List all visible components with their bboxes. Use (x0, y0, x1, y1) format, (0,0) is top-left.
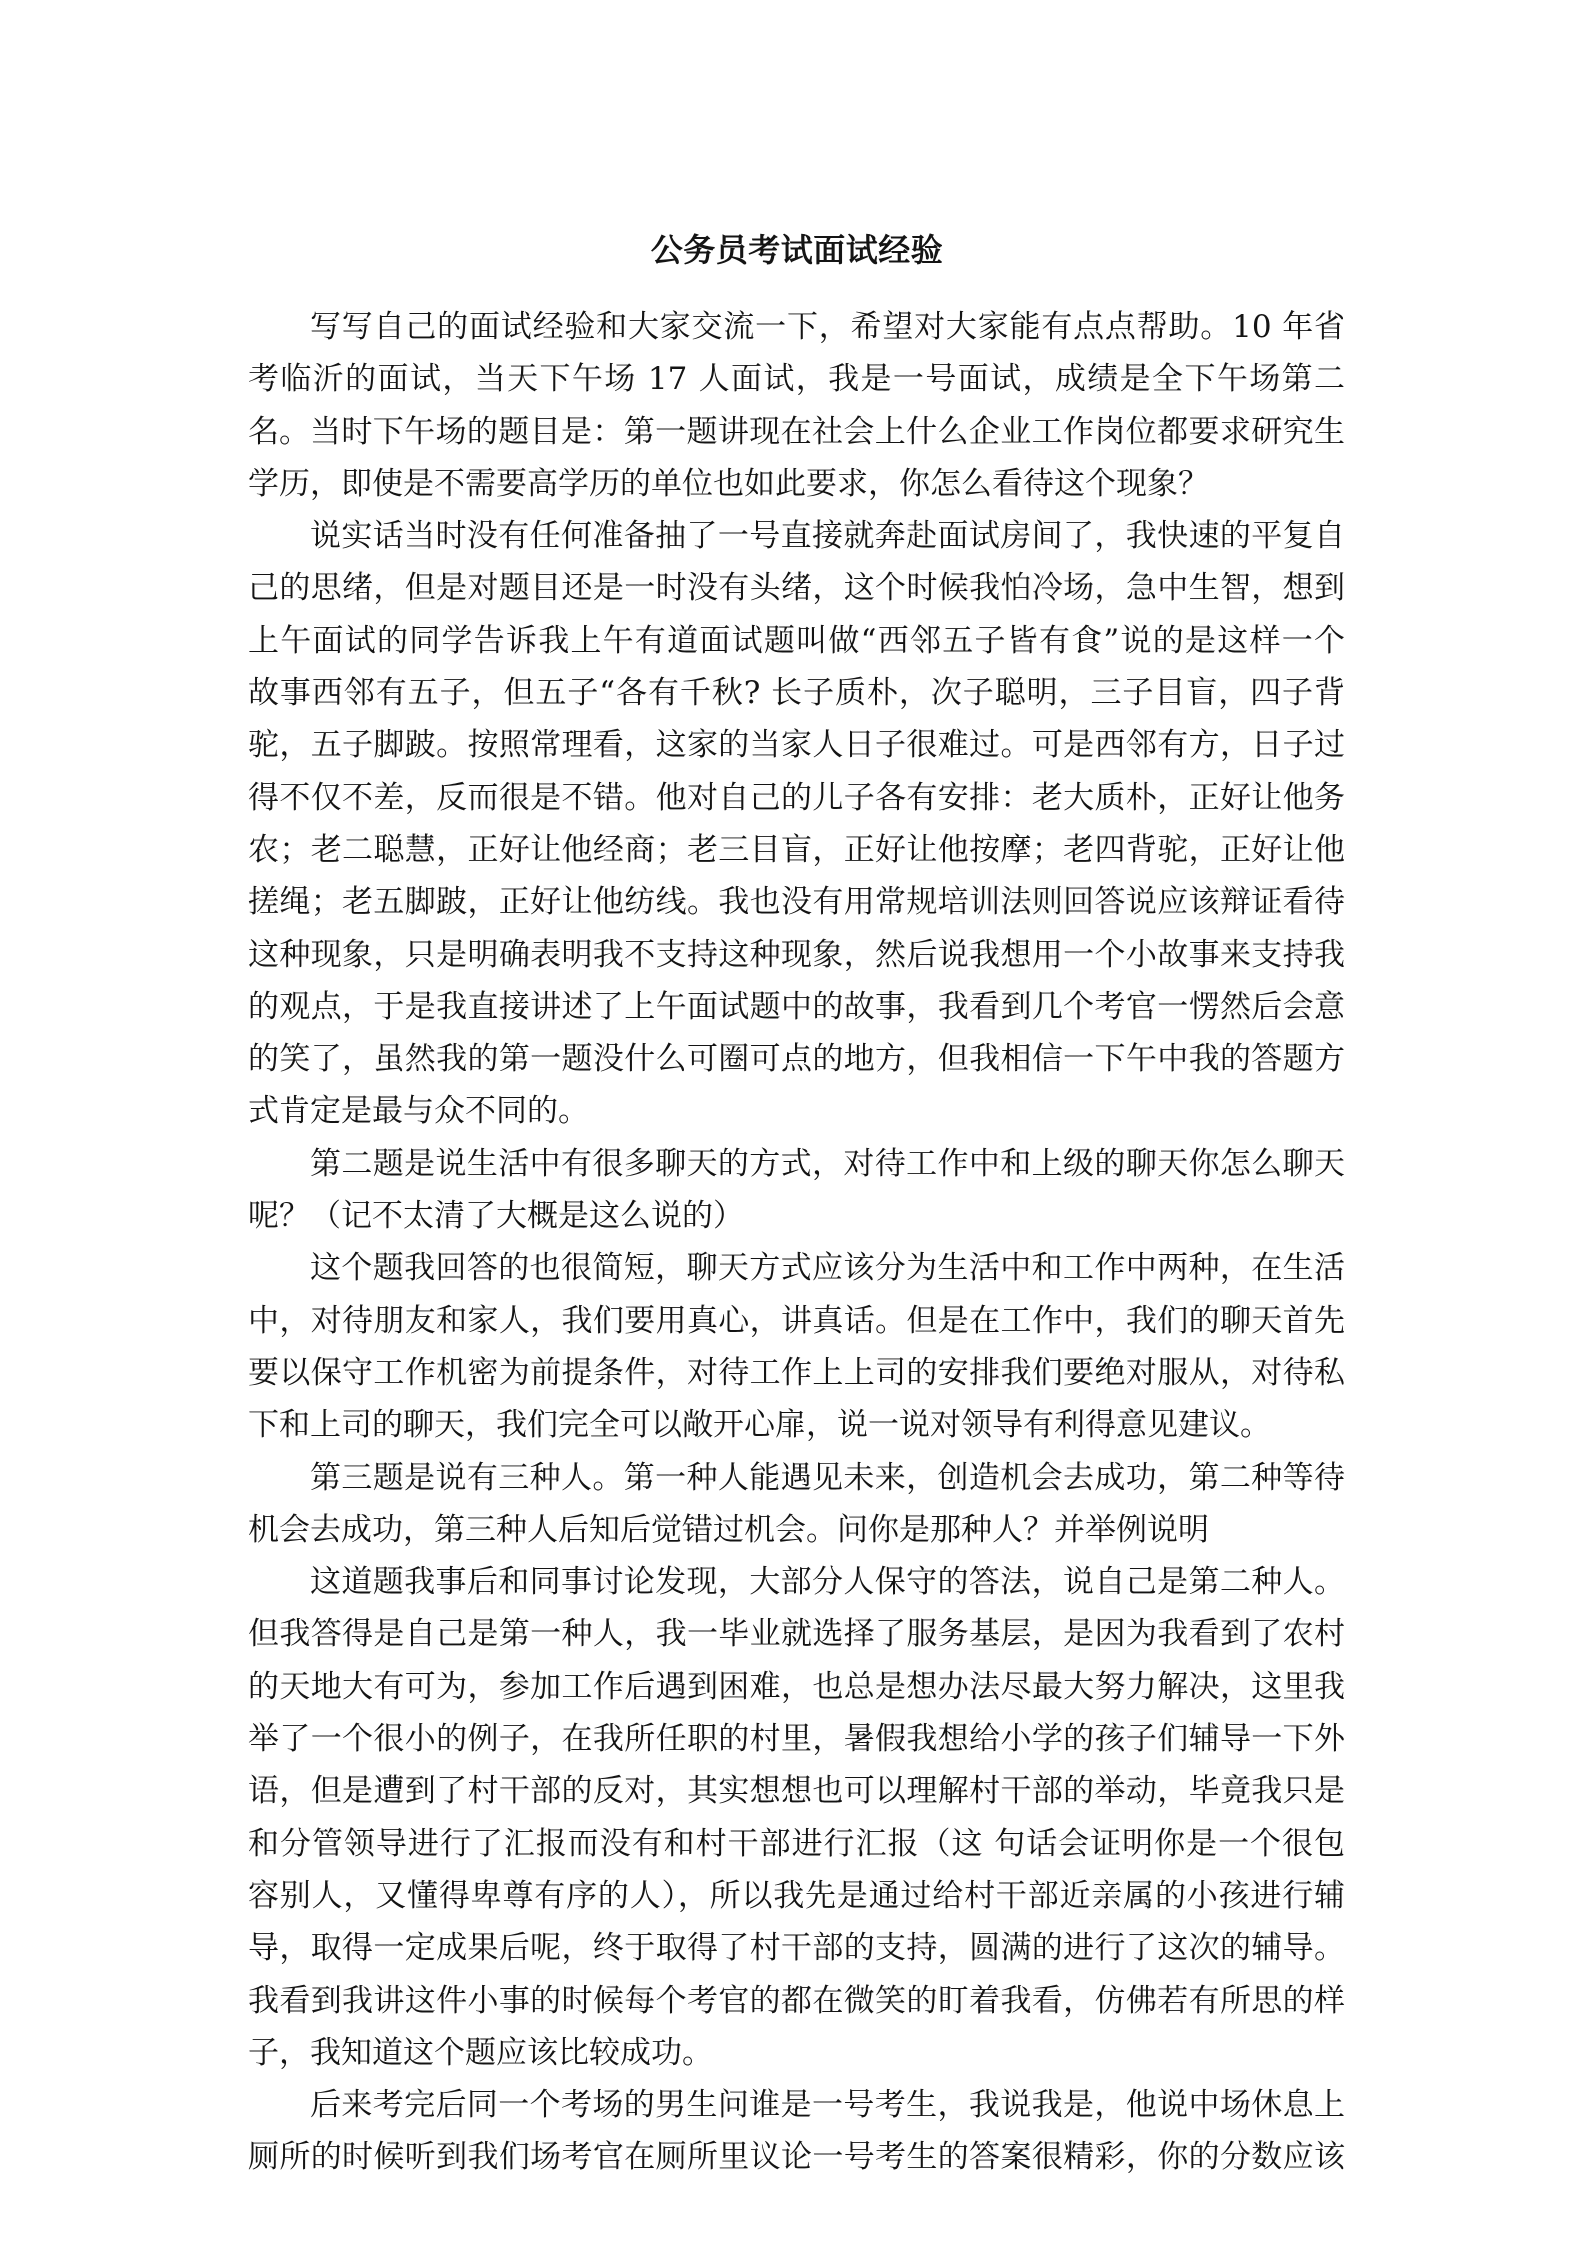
paragraph-answer-two (248, 1242, 1345, 1451)
text-line: 举了一个很小的例子，在我所任职的村里，暑假我想给小学的孩子们辅导一下外 (248, 1721, 1345, 1758)
paragraph-answer-one (248, 510, 1345, 1138)
text-line: 导，取得一定成果后呢，终于取得了村干部的支持，圆满的进行了这次的辅导。 (248, 1930, 1345, 1967)
paragraph-question-three (248, 1452, 1345, 1557)
paragraph-question-two (248, 1138, 1345, 1243)
paragraph-aftermath (248, 2079, 1345, 2184)
text-line: 第二题是说生活中有很多聊天的方式，对待工作中和上级的聊天你怎么聊天 (310, 1145, 1345, 1182)
text-line: 得不仅不差，反而很是不错。他对自己的儿子各有安排：老大质朴，正好让他务 (248, 779, 1345, 816)
text-line: 说实话当时没有任何准备抽了一号直接就奔赴面试房间了，我快速的平复自 (310, 518, 1345, 555)
text-line: 写写自己的面试经验和大家交流一下，希望对大家能有点点帮助。10 年省 (310, 309, 1345, 345)
text-line: 第三题是说有三种人。第一种人能遇见未来，创造机会去成功，第二种等待 (310, 1459, 1345, 1496)
document-body (248, 301, 1345, 2184)
text-line: 己的思绪，但是对题目还是一时没有头绪，这个时候我怕冷场，急中生智，想到 (248, 570, 1345, 607)
text-line: 要以保守工作机密为前提条件，对待工作上上司的安排我们要绝对服从，对待私 (248, 1354, 1345, 1391)
text-line: 我看到我讲这件小事的时候每个考官的都在微笑的盯着我看，仿佛若有所思的样 (248, 1982, 1345, 2019)
text-line: 厕所的时候听到我们场考官在厕所里议论一号考生的答案很精彩，你的分数应该 (248, 2139, 1345, 2176)
text-line: 搓绳；老五脚跛，正好让他纺线。我也没有用常规培训法则回答说应该辩证看待 (248, 884, 1345, 921)
text-line: 农；老二聪慧，正好让他经商；老三目盲，正好让他按摩；老四背驼，正好让他 (248, 831, 1345, 868)
paragraph-question-one (248, 406, 1345, 511)
text-line: 但我答得是自己是第一种人，我一毕业就选择了服务基层，是因为我看到了农村 (248, 1616, 1345, 1653)
text-line: 式肯定是最与众不同的。 (248, 1093, 589, 1130)
text-line: 中，对待朋友和家人，我们要用真心，讲真话。但是在工作中，我们的聊天首先 (248, 1302, 1345, 1339)
text-line: 上午面试的同学告诉我上午有道面试题叫做“西邻五子皆有食”说的是这样一个 (248, 622, 1345, 659)
text-line: 的观点，于是我直接讲述了上午面试题中的故事，我看到几个考官一愣然后会意 (248, 988, 1345, 1025)
text-line: 机会去成功，第三种人后知后觉错过机会。问你是那种人？并举例说明 (248, 1511, 1209, 1548)
text-line: 这个题我回答的也很简短，聊天方式应该分为生活中和工作中两种，在生活 (310, 1250, 1345, 1287)
text-line: 学历，即使是不需要高学历的单位也如此要求，你怎么看待这个现象？ (248, 465, 1209, 502)
text-line: 的笑了，虽然我的第一题没什么可圈可点的地方，但我相信一下午中我的答题方 (248, 1041, 1345, 1078)
text-line: 这种现象，只是明确表明我不支持这种现象，然后说我想用一个小故事来支持我 (248, 936, 1345, 973)
document-title: 公务员考试面试经验 (650, 231, 944, 269)
text-line: 驼，五子脚跛。按照常理看，这家的当家人日子很难过。可是西邻有方，日子过 (248, 727, 1345, 764)
text-line: 下和上司的聊天，我们完全可以敞开心扉，说一说对领导有利得意见建议。 (248, 1407, 1271, 1444)
text-line: 这道题我事后和同事讨论发现，大部分人保守的答法，说自己是第二种人。 (310, 1564, 1345, 1601)
text-line: 考临沂的面试，当天下午场 17 人面试，我是一号面试，成绩是全下午场第二名。 (248, 361, 1345, 450)
text-line: 子，我知道这个题应该比较成功。 (248, 2034, 713, 2071)
text-line: 呢？（记不太清了大概是这么说的） (248, 1198, 744, 1235)
text-line: 和分管领导进行了汇报而没有和村干部进行汇报（这 句话会证明你是一个很包 (248, 1825, 1345, 1862)
text-line: 后来考完后同一个考场的男生问谁是一号考生，我说我是，他说中场休息上 (310, 2087, 1345, 2124)
paragraph-answer-three (248, 1556, 1345, 2079)
text-line: 的天地大有可为，参加工作后遇到困难，也总是想办法尽最大努力解决，这里我 (248, 1668, 1345, 1705)
text-line: 容别人，又懂得卑尊有序的人），所以我先是通过给村干部近亲属的小孩进行辅 (248, 1877, 1345, 1914)
text-line: 故事西邻有五子，但五子“各有千秋? 长子质朴，次子聪明，三子目盲，四子背 (248, 675, 1345, 712)
text-line: 当时下午场的题目是：第一题讲现在社会上什么企业工作岗位都要求研究生 (310, 413, 1345, 450)
text-line: 语，但是遭到了村干部的反对，其实想想也可以理解村干部的举动，毕竟我只是 (248, 1773, 1345, 1810)
